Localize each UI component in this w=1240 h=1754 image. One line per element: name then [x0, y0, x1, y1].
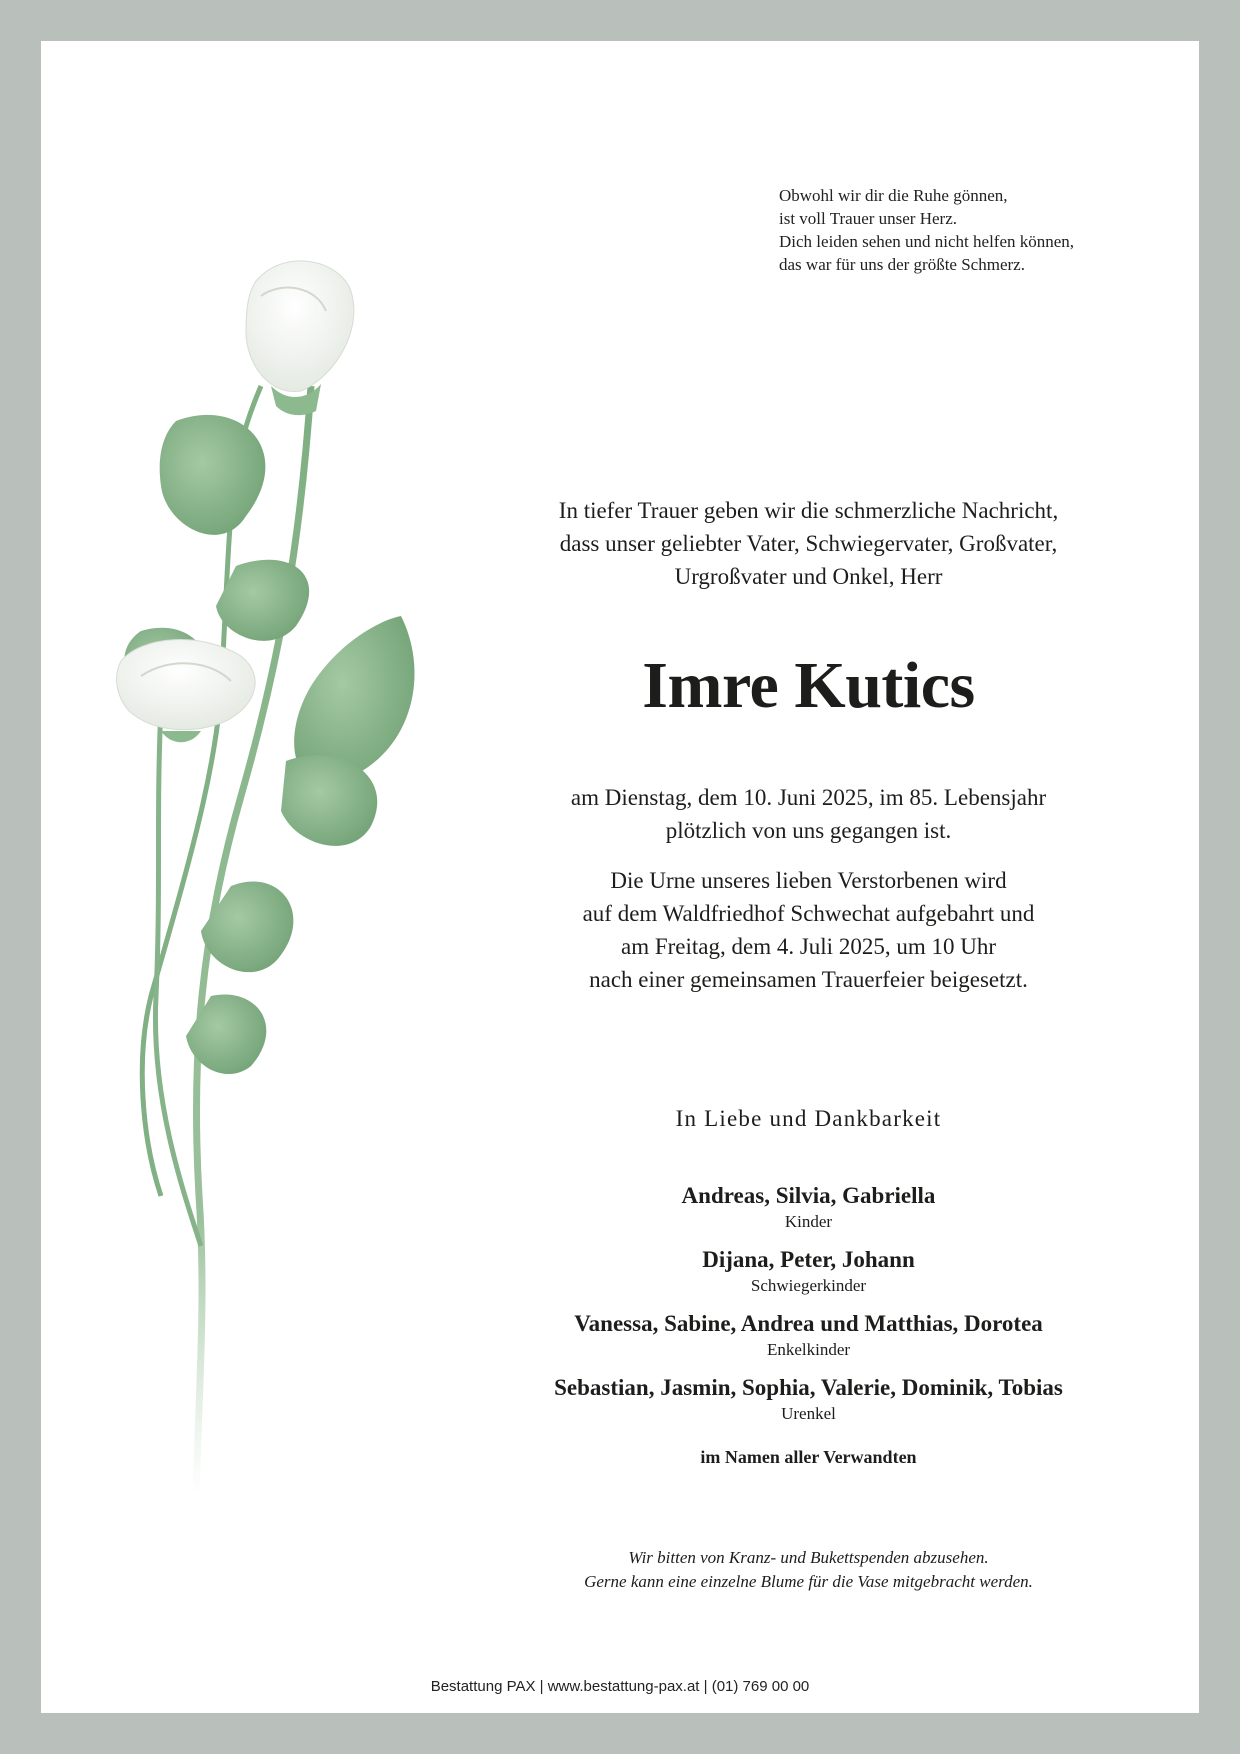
obituary-sheet — [41, 41, 1199, 1713]
urn-line: nach einer gemeinsamen Trauerfeier beigesetzt. — [589, 967, 1028, 992]
death-line: plötzlich von uns gegangen ist. — [665, 818, 952, 843]
urn-line: am Freitag, dem 4. Juli 2025, um 10 Uhr — [621, 934, 996, 959]
family-names: Sebastian, Jasmin, Sophia, Valerie, Dominik, Tobias — [554, 1375, 1063, 1400]
urn-line: Die Urne unseres lieben Verstorbenen wird — [610, 868, 1007, 893]
family-group-great-grandchildren — [461, 1373, 1156, 1425]
funeral-home-footer: Bestattung PAX | www.bestattung-pax.at | (01) 769 00 00 — [430, 1678, 810, 1695]
family-names: Andreas, Silvia, Gabriella — [681, 1183, 936, 1208]
family-group-children — [461, 1181, 1156, 1233]
family-role: Urenkel — [781, 1404, 836, 1423]
white-rose-image — [81, 236, 481, 1536]
family-role: Kinder — [784, 1212, 833, 1231]
family-names: Vanessa, Sabine, Andrea und Matthias, Dorotea — [574, 1311, 1043, 1336]
intro-line: Urgroßvater und Onkel, Herr — [674, 564, 943, 589]
poem-line: Obwohl wir dir die Ruhe gönnen, — [779, 186, 1008, 205]
intro-line: dass unser geliebter Vater, Schwiegervater, Großvater, — [559, 531, 1058, 556]
urn-line: auf dem Waldfriedhof Schwechat aufgebahrt und — [582, 901, 1035, 926]
note-line: Gerne kann eine einzelne Blume für die Vase mitgebracht werden. — [584, 1572, 1033, 1591]
poem-line: Dich leiden sehen und nicht helfen können, — [779, 232, 1075, 251]
poem-line: ist voll Trauer unser Herz. — [779, 209, 958, 228]
death-line: am Dienstag, dem 10. Juni 2025, im 85. Lebensjahr — [570, 785, 1047, 810]
deceased-name: Imre Kutics — [642, 649, 975, 722]
intro-text — [461, 494, 1156, 593]
family-group-in-laws — [461, 1245, 1156, 1297]
family-names: Dijana, Peter, Johann — [702, 1247, 915, 1272]
relatives-line: im Namen aller Verwandten — [700, 1447, 917, 1467]
urn-notice — [461, 864, 1156, 996]
donation-note — [461, 1546, 1156, 1594]
family-list — [461, 1181, 1156, 1437]
family-role: Schwiegerkinder — [750, 1276, 867, 1295]
closing-phrase: In Liebe und Dankbarkeit — [675, 1106, 942, 1131]
poem-line: das war für uns der größte Schmerz. — [779, 255, 1025, 274]
note-line: Wir bitten von Kranz- und Bukettspenden abzusehen. — [628, 1548, 989, 1567]
death-notice — [461, 781, 1156, 847]
family-group-grandchildren — [461, 1309, 1156, 1361]
family-role: Enkelkinder — [766, 1340, 851, 1359]
poem — [779, 184, 1074, 276]
intro-line: In tiefer Trauer geben wir die schmerzliche Nachricht, — [558, 498, 1059, 523]
